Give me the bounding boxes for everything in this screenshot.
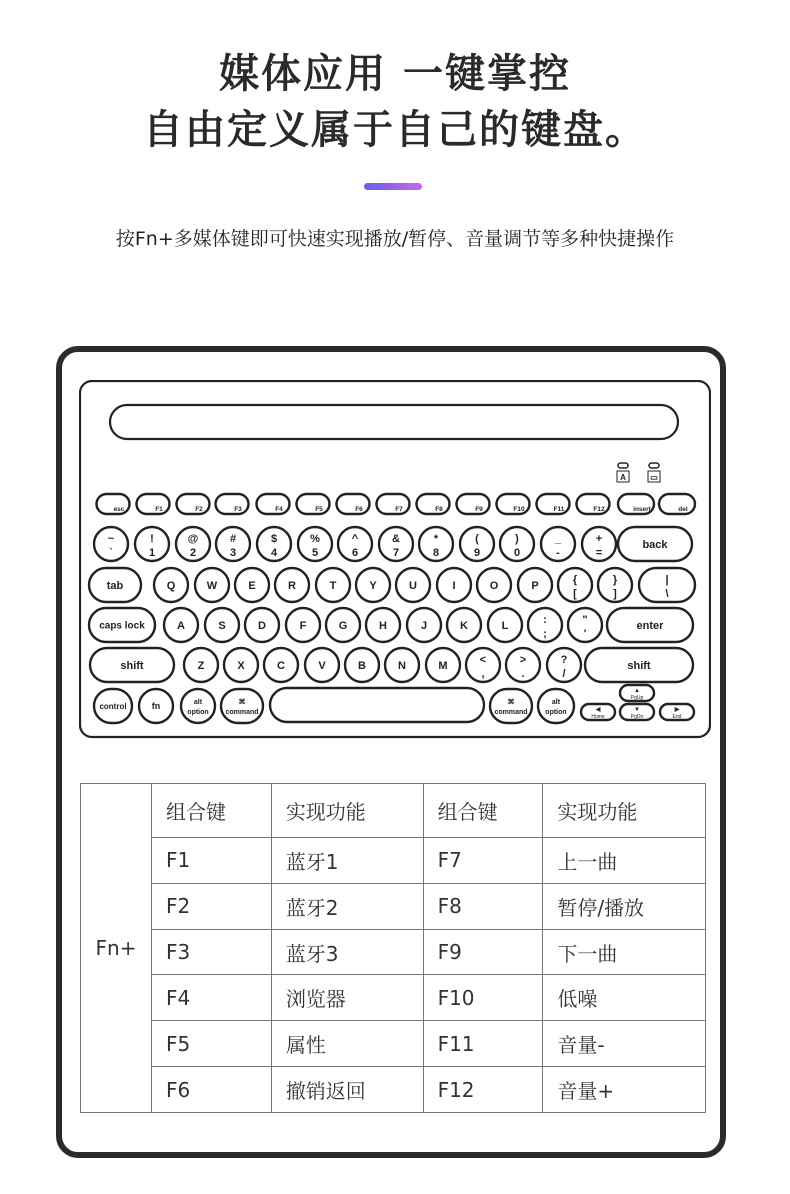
table-row <box>81 1021 706 1067</box>
letter-key-j-label: J <box>420 619 428 632</box>
letter-key-d-label: D <box>258 619 266 632</box>
arrow-right-key-label: End <box>672 714 682 720</box>
bracket-key-top-label: { <box>572 574 578 586</box>
tablet-slot <box>110 405 678 439</box>
punctuation-key-top-label: " <box>582 614 588 626</box>
number-key-top-label: % <box>310 533 320 545</box>
letter-key-r-label: R <box>288 579 296 592</box>
table-cell: F6 <box>152 1067 272 1113</box>
control-key-label: control <box>99 701 127 711</box>
table-cell: F9 <box>423 929 543 975</box>
number-key-top-label: ~ <box>107 533 115 545</box>
letter-key-e-label: E <box>248 579 256 592</box>
letter-key-l-label: L <box>501 619 509 632</box>
fn-key-f8 <box>417 494 450 514</box>
letter-key-n-label: N <box>398 659 406 672</box>
arrow-down-key-glyph: ▼ <box>634 707 640 713</box>
letter-key-f-label: F <box>299 619 307 632</box>
left-command-key-top-label: ⌘ <box>238 699 246 706</box>
number-key-top-label: ( <box>475 533 479 545</box>
punctuation-key-top-label: > <box>519 654 527 666</box>
number-key-bottom-label: 7 <box>392 547 400 559</box>
fn-key-f10-label: F10 <box>513 506 525 513</box>
letter-key-h-label: H <box>379 619 387 632</box>
punctuation-key-top-label: ? <box>560 654 568 666</box>
right-option-key-top-label: alt <box>551 699 561 706</box>
letter-key-z-label: Z <box>197 659 205 672</box>
number-key-top-label: ! <box>150 533 154 545</box>
fn-key-f5-label: F5 <box>315 506 323 513</box>
number-key-bottom-label: 2 <box>189 547 197 559</box>
punctuation-key-bottom-label: ' <box>583 628 587 640</box>
letter-key-t-label: T <box>329 579 337 592</box>
fn-key-f9 <box>457 494 490 514</box>
page-subtitle: 按Fn+多媒体键即可快速实现播放/暂停、音量调节等多种快捷操作 <box>115 228 675 250</box>
table-cell: F12 <box>423 1067 543 1113</box>
table-cell: 蓝牙3 <box>271 929 423 975</box>
bracket-key-top-label: } <box>612 574 618 586</box>
right-command-key-bottom-label: command <box>494 709 528 716</box>
number-key-bottom-label: 9 <box>473 547 481 559</box>
table-cell: 低噪 <box>543 975 706 1021</box>
fn-key-f12-label: F12 <box>593 506 605 513</box>
left-command-key <box>221 689 263 723</box>
letter-key-a-label: A <box>177 619 185 632</box>
spacebar-key <box>270 688 484 722</box>
number-key-bottom-label: 4 <box>270 547 278 559</box>
table-row <box>81 883 706 929</box>
left-option-key-top-label: alt <box>193 699 203 706</box>
punctuation-key-bottom-label: ; <box>543 628 547 640</box>
letter-key-v-label: V <box>318 659 326 672</box>
letter-key-c-label: C <box>277 659 285 672</box>
table-cell: 撤销返回 <box>271 1067 423 1113</box>
number-key-top-label: $ <box>270 533 278 545</box>
fn-key-f5 <box>297 494 330 514</box>
number-key-bottom-label: 8 <box>432 547 440 559</box>
arrow-left-key-label: Home <box>591 714 605 720</box>
table-header-cell: 实现功能 <box>543 784 706 838</box>
number-key-bottom-label: ` <box>109 547 113 559</box>
fn-key-f1-label: F1 <box>155 506 163 513</box>
fn-prefix-cell: Fn+ <box>81 784 152 1113</box>
fn-key-f3-label: F3 <box>234 506 242 513</box>
table-cell: 蓝牙1 <box>271 837 423 883</box>
table-cell: F8 <box>423 883 543 929</box>
bracket-key-bottom-label: ] <box>613 588 617 600</box>
table-row <box>81 837 706 883</box>
table-cell: 浏览器 <box>271 975 423 1021</box>
page-title-line2: 自由定义属于自己的键盘。 <box>143 107 647 153</box>
table-cell: 上一曲 <box>543 837 706 883</box>
fn-key-f7-label: F7 <box>395 506 403 513</box>
number-key-bottom-label: - <box>556 547 560 559</box>
number-key-bottom-label: 6 <box>351 547 359 559</box>
table-header-cell: 组合键 <box>423 784 543 838</box>
letter-key-p-label: P <box>531 579 539 592</box>
enter-key-label: enter <box>636 619 664 632</box>
arrow-right-key-glyph: ▶ <box>674 707 680 713</box>
fn-key-esc-label: esc <box>113 506 125 513</box>
fn-key-f9-label: F9 <box>475 506 483 513</box>
number-key-top-label: ) <box>515 533 519 545</box>
table-header-cell: 实现功能 <box>271 784 423 838</box>
shortcut-table <box>80 783 706 1113</box>
fn-key-f2-label: F2 <box>195 506 203 513</box>
right-option-key-bottom-label: option <box>545 709 567 716</box>
right-command-key <box>490 689 532 723</box>
number-key-top-label: & <box>392 533 400 545</box>
page-title-line1: 媒体应用 一键掌控 <box>219 51 571 97</box>
fn-key-f4 <box>257 494 290 514</box>
letter-key-k-label: K <box>460 619 468 632</box>
letter-key-x-label: X <box>237 659 245 672</box>
fn-key-f6 <box>337 494 370 514</box>
fn-key-insert-label: insert <box>633 506 651 513</box>
table-cell: F3 <box>152 929 272 975</box>
table-row <box>81 929 706 975</box>
fn-key-del-label: del <box>678 506 688 513</box>
accent-bar <box>364 183 422 190</box>
letter-key-s-label: S <box>218 619 226 632</box>
left-shift-key-label: shift <box>120 659 144 672</box>
punctuation-key-top-label: : <box>543 614 547 626</box>
table-cell: 下一曲 <box>543 929 706 975</box>
letter-key-g-label: G <box>338 619 348 632</box>
capslock-indicator-label: A <box>620 473 626 482</box>
number-key-top-label: * <box>433 533 439 545</box>
arrow-left-key-glyph: ◀ <box>595 707 601 713</box>
fn-key-f11-label: F11 <box>553 506 565 513</box>
table-row <box>81 1067 706 1113</box>
back-key-label: back <box>642 538 668 551</box>
table-header-row <box>81 784 706 838</box>
table-cell: F11 <box>423 1021 543 1067</box>
keyboard-illustration <box>79 380 711 740</box>
battery-indicator-label: ▭ <box>650 473 658 482</box>
fn-key-f2 <box>177 494 210 514</box>
bracket-key-bottom-label: [ <box>573 588 577 600</box>
arrow-down-key-label: PgDn <box>630 714 644 720</box>
backslash-key-bottom-label: \ <box>665 588 669 600</box>
right-shift-key-label: shift <box>627 659 651 672</box>
table-cell: 音量- <box>543 1021 706 1067</box>
number-key-top-label: _ <box>554 533 562 545</box>
fn-key-f4-label: F4 <box>275 506 283 513</box>
punctuation-key-bottom-label: . <box>521 668 525 680</box>
right-option-key <box>538 689 574 723</box>
table-cell: 暂停/播放 <box>543 883 706 929</box>
fn-key-del <box>659 494 695 514</box>
punctuation-key-bottom-label: , <box>481 668 485 680</box>
indicator-light <box>618 463 628 468</box>
fn-modifier-key-label: fn <box>151 701 161 712</box>
left-command-key-bottom-label: command <box>225 709 259 716</box>
number-key-bottom-label: 5 <box>311 547 319 559</box>
table-cell: F4 <box>152 975 272 1021</box>
letter-key-q-label: Q <box>166 579 176 592</box>
punctuation-key-bottom-label: / <box>562 668 566 680</box>
number-key-bottom-label: 0 <box>513 547 521 559</box>
number-key-top-label: ^ <box>351 533 359 545</box>
number-key-top-label: @ <box>187 533 199 545</box>
number-key-top-label: # <box>229 533 237 545</box>
number-key-bottom-label: 1 <box>148 547 156 559</box>
letter-key-i-label: I <box>452 579 456 592</box>
table-cell: F10 <box>423 975 543 1021</box>
table-cell: F5 <box>152 1021 272 1067</box>
left-option-key <box>181 689 215 723</box>
backslash-key-top-label: | <box>665 574 669 586</box>
number-key-bottom-label: 3 <box>229 547 237 559</box>
indicator-light <box>649 463 659 468</box>
fn-key-f3 <box>216 494 249 514</box>
table-cell: F2 <box>152 883 272 929</box>
letter-key-y-label: Y <box>369 579 377 592</box>
number-key-bottom-label: = <box>595 547 603 559</box>
letter-key-m-label: M <box>438 659 448 672</box>
right-command-key-top-label: ⌘ <box>507 699 515 706</box>
letter-key-o-label: O <box>489 579 499 592</box>
fn-key-f8-label: F8 <box>435 506 443 513</box>
table-cell: F1 <box>152 837 272 883</box>
arrow-up-key-label: PgUp <box>630 695 644 701</box>
fn-key-f7 <box>377 494 410 514</box>
fn-key-f6-label: F6 <box>355 506 363 513</box>
letter-key-u-label: U <box>409 579 417 592</box>
table-cell: 属性 <box>271 1021 423 1067</box>
tab-key-label: tab <box>106 579 124 592</box>
caps-lock-key-label: caps lock <box>99 620 145 632</box>
table-header-cell: 组合键 <box>152 784 272 838</box>
table-cell: 音量+ <box>543 1067 706 1113</box>
letter-key-w-label: W <box>206 579 218 592</box>
table-row <box>81 975 706 1021</box>
left-option-key-bottom-label: option <box>187 709 209 716</box>
arrow-up-key-glyph: ▲ <box>634 688 640 694</box>
table-cell: F7 <box>423 837 543 883</box>
table-cell: 蓝牙2 <box>271 883 423 929</box>
punctuation-key-top-label: < <box>479 654 487 666</box>
letter-key-b-label: B <box>358 659 366 672</box>
number-key-top-label: + <box>595 533 603 545</box>
fn-key-f1 <box>137 494 170 514</box>
